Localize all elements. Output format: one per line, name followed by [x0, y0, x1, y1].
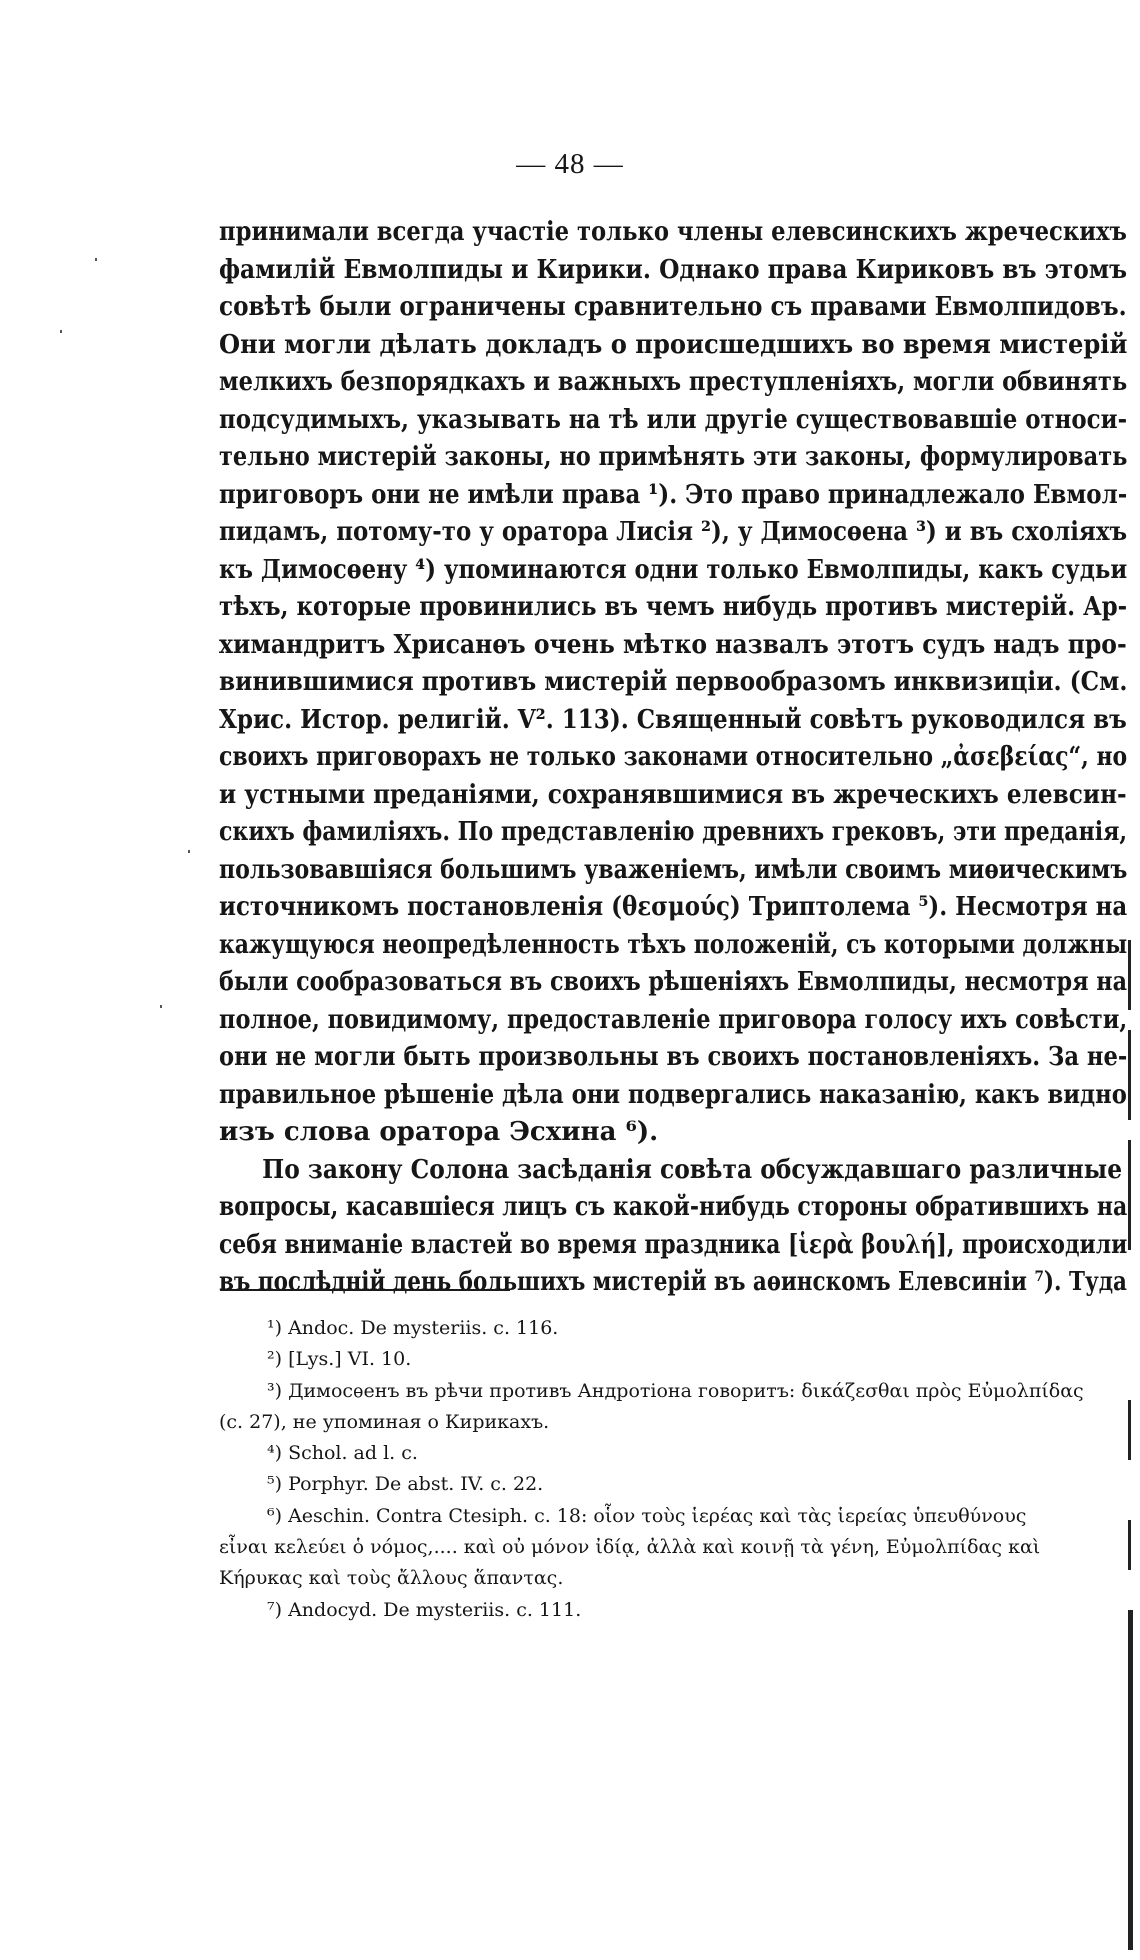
- text-line: совѣтѣ были ограничены сравнительно съ правами Евмолпидовъ.: [219, 292, 1127, 322]
- scan-speck: [188, 850, 190, 853]
- text-line: мелкихъ безпорядкахъ и важныхъ преступленіяхъ, могли обвинять: [219, 367, 1128, 397]
- page-number: — 48 —: [516, 148, 624, 180]
- scan-speck: [95, 258, 97, 261]
- footnote-line: ²) [Lys.] VI. 10.: [267, 1348, 412, 1371]
- scan-speck: [60, 330, 62, 333]
- footnote-line: ⁵) Porphyr. De abst. IV. c. 22.: [267, 1473, 544, 1496]
- scan-edge-mark: [1128, 1030, 1131, 1120]
- footnotes: [219, 1313, 1127, 1626]
- text-line: подсудимыхъ, указывать на тѣ или другіе существовавшіе относи-: [219, 404, 1128, 435]
- footnote-line: ⁷) Andocyd. De mysteriis. c. 111.: [267, 1598, 582, 1621]
- text-line: приговоръ они не имѣли права ¹). Это право принадлежало Евмол-: [219, 479, 1128, 510]
- footnote-rule: [220, 1289, 510, 1291]
- text-line: фамилій Евмолпиды и Кирики. Однако права Кириковъ въ этомъ: [219, 254, 1127, 285]
- text-line: правильное рѣшеніе дѣла они подвергались наказанію, какъ видно: [219, 1079, 1127, 1110]
- text-line: Они могли дѣлать докладъ о происшедшихъ во время мистерій: [219, 329, 1128, 360]
- text-line: винившимися противъ мистерій первообразомъ инквизиціи. (См.: [219, 667, 1128, 697]
- text-line: принимали всегда участіе только члены елевсинскихъ жреческихъ: [219, 217, 1127, 247]
- text-line: тельно мистерій законы, но примѣнять эти законы, формулировать: [219, 442, 1128, 472]
- text-line: полное, повидимому, предоставленіе приговора голосу ихъ совѣсти,: [219, 1004, 1128, 1035]
- footnote-line: ³) Димосѳенъ въ рѣчи противъ Андротіона говоритъ: δικάζεσθαι πρὸς Εὐμολπίδας: [267, 1379, 1084, 1402]
- text-line: химандритъ Хрисанѳъ очень мѣтко назвалъ этотъ судъ надъ про-: [219, 629, 1127, 660]
- text-line: тѣхъ, которые провинились въ чемъ нибудь противъ мистерій. Ар-: [219, 592, 1128, 622]
- text-line: По закону Солона засѣданія совѣта обсуждавшаго различные: [262, 1154, 1123, 1185]
- text-line: скихъ фамиліяхъ. По представленію древнихъ грековъ, эти преданія,: [219, 817, 1128, 847]
- footnote-line: ⁴) Schol. ad l. c.: [267, 1442, 418, 1465]
- text-line: кажущуюся неопредѣленность тѣхъ положеній, съ которыми должны: [219, 929, 1128, 960]
- text-line: были сообразоваться въ своихъ рѣшеніяхъ Евмолпиды, несмотря на: [219, 967, 1128, 997]
- scan-speck: [160, 1005, 162, 1008]
- body-text: [219, 214, 1127, 1302]
- text-line: и устными преданіями, сохранявшимися въ жреческихъ елевсин-: [219, 779, 1127, 810]
- text-line: они не могли быть произвольны въ своихъ постановленіяхъ. За не-: [219, 1042, 1128, 1072]
- footnote-line: ⁶) Aeschin. Contra Ctesiph. c. 18: οἷον τοὺς ἱερέας καὶ τὰς ἱερείας ὑπευθύνους: [267, 1504, 1027, 1527]
- scan-edge-mark: [1128, 1400, 1131, 1460]
- scan-edge-mark: [1128, 1610, 1133, 1950]
- text-line: изъ слова оратора Эсхина ⁶).: [219, 1117, 659, 1147]
- text-line: пидамъ, потому-то у оратора Лисія ²), у Димосѳена ³) и въ схоліяхъ: [219, 517, 1128, 547]
- text-line: себя вниманіе властей во время праздника [ἱερὰ βουλή], происходили: [219, 1229, 1128, 1260]
- text-line: своихъ приговорахъ не только законами относительно „ἀσεβείας“, но: [219, 742, 1128, 772]
- scan-edge-mark: [1128, 1140, 1131, 1250]
- text-line: къ Димосѳену ⁴) упоминаются одни только Евмолпиды, какъ судьи: [219, 554, 1128, 585]
- footnote-line: (c. 27), не упоминая о Кирикахъ.: [219, 1410, 550, 1433]
- text-line: Хрис. Истор. религій. V². 113). Священный совѣтъ руководился въ: [219, 704, 1127, 735]
- scan-edge-mark: [1128, 1520, 1131, 1570]
- scan-edge-mark: [1128, 940, 1131, 1010]
- text-line: источникомъ постановленія (θεσμούς) Триптолема ⁵). Несмотря на: [219, 892, 1128, 922]
- text-line: вопросы, касавшіеся лицъ съ какой-нибудь стороны обратившихъ на: [219, 1192, 1128, 1222]
- footnote-line: Κήρυκας καὶ τοὺς ἄλλους ἅπαντας.: [219, 1567, 564, 1590]
- footnote-line: εἶναι κελεύει ὁ νόμος,.... καὶ οὐ μόνον ἰδίᾳ, ἀλλὰ καὶ κοινῇ τὰ γένη, Εὐμολπίδας καὶ: [219, 1536, 1041, 1559]
- text-line: въ послѣдній день большихъ мистерій въ аѳинскомъ Елевсиніи ⁷). Туда: [219, 1267, 1127, 1297]
- footnote-line: ¹) Andoc. De mysteriis. c. 116.: [267, 1317, 559, 1339]
- text-line: пользовавшіяся большимъ уваженіемъ, имѣли своимъ миѳическимъ: [219, 854, 1128, 885]
